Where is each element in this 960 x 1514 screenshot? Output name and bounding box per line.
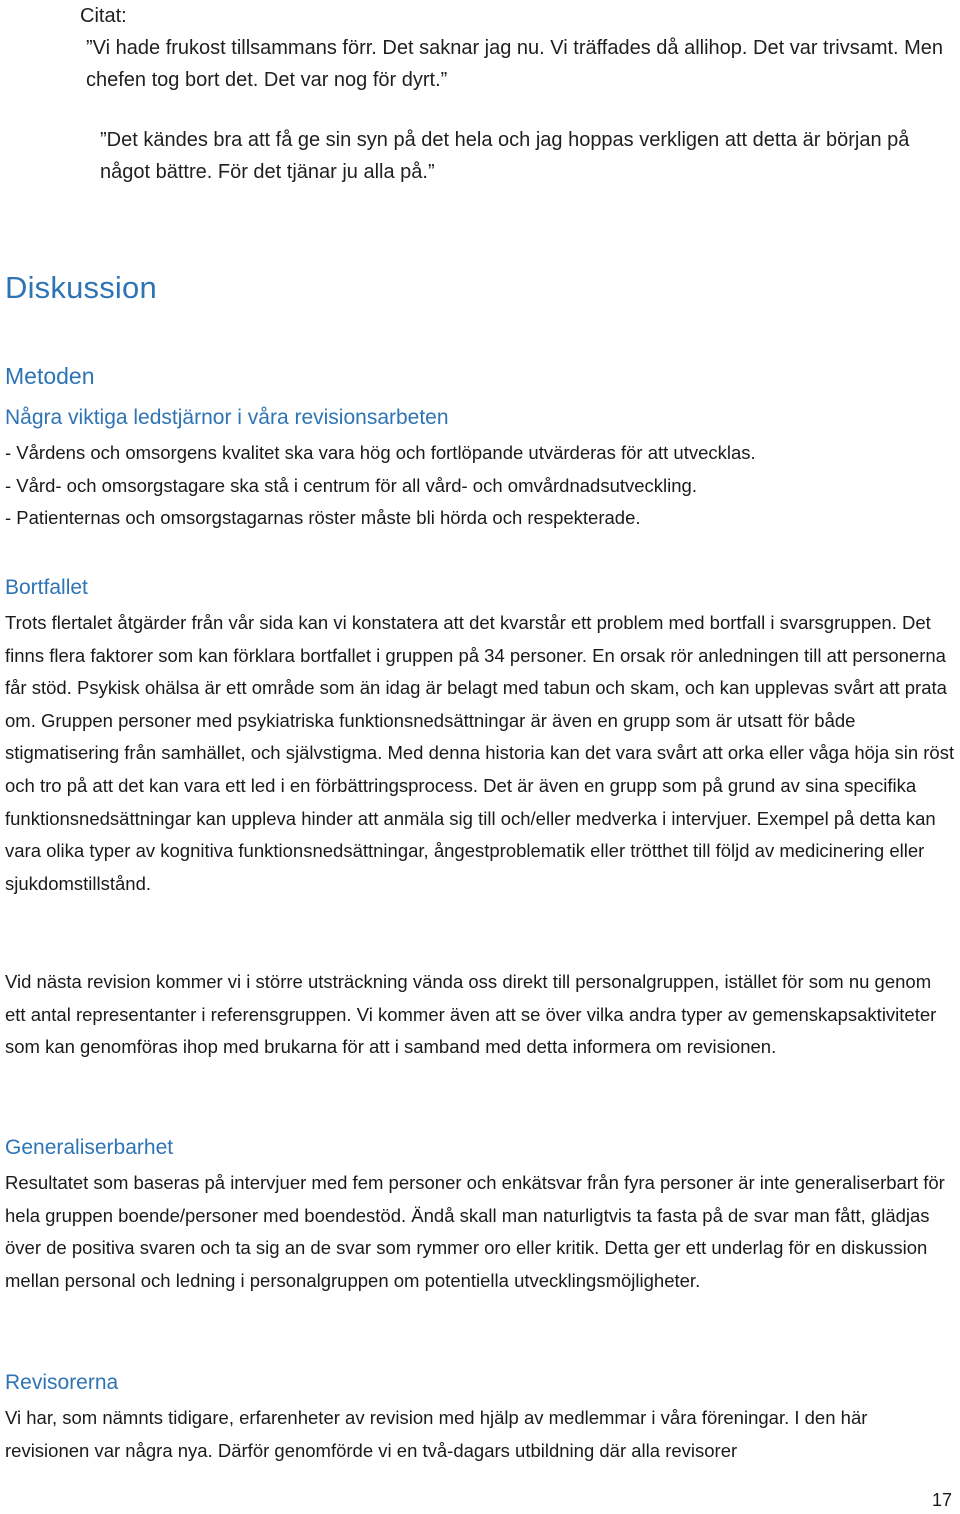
bortfallet-paragraph-1: Trots flertalet åtgärder från vår sida kan vi konstatera att det kvarstår ett problem med bortfall i svarsgruppen. Det finns flera faktorer som kan förklara bortfallet i gruppen på 34 personer. En orsak rör anledningen till att personerna får stöd. Psykisk ohälsa är ett område som än idag är belagt med tabun och skam, och kan upplevas svårt att prata om. Gruppen personer med psykiatriska funktionsnedsättningar är även en grupp som är utsatt för både stigmatisering från samhället, och självstigma. Med denna historia kan det vara svårt att orka eller våga höja sin röst och tro på att det kan vara ett led i en förbättringsprocess. Det är även en grupp som på grund av sina specifika funktionsnedsättningar kan uppleva hinder att anmäla sig till och/eller medverka i intervjuer. Exempel på detta kan vara olika typer av kognitiva funktionsnedsättningar, ångestproblematik eller trötthet till följd av medicinering eller sjukdomstillstånd. xyxy=(5,612,955,894)
generaliserbarhet-paragraph: Resultatet som baseras på intervjuer med fem personer och enkätsvar från fyra personer är inte generaliserbart för hela gruppen boende/personer med boendestöd. Ändå skall man naturligtvis ta fasta på de svar man fått, glädjas över de positiva svaren och ta sig an de svar som rymmer oro eller kritik. Detta ger ett underlag för en diskussion mellan personal och ledning i personalgruppen om potentiella utvecklingsmöjligheter. xyxy=(5,1172,945,1291)
heading-revisorerna: Revisorerna xyxy=(5,1371,119,1394)
page-number: 17 xyxy=(931,1490,952,1510)
revisorerna-paragraph: Vi har, som nämnts tidigare, erfarenheter av revision med hjälp av medlemmar i våra föreningar. I den här revisionen var några nya. Därför genomförde vi en två-dagars utbildning där alla revisorer xyxy=(5,1407,868,1461)
quote-block xyxy=(80,0,950,188)
heading-diskussion: Diskussion xyxy=(5,270,157,305)
heading-bortfallet: Bortfallet xyxy=(5,576,88,599)
heading-metoden: Metoden xyxy=(5,363,95,389)
list-item: - Patienternas och omsorgstagarnas röster måste bli hörda och respekterade. xyxy=(5,507,641,529)
heading-generaliserbarhet: Generaliserbarhet xyxy=(5,1136,174,1159)
quote-1: ”Vi hade frukost tillsammans förr. Det saknar jag nu. Vi träffades då allihop. Det var trivsamt. Men chefen tog bort det. Det var nog för dyrt.” xyxy=(86,37,944,91)
bortfallet-paragraph-2: Vid nästa revision kommer vi i större utsträckning vända oss direkt till personalgruppen, istället för som nu genom ett antal representanter i referensgruppen. Vi kommer även att se över vilka andra typer av gemenskapsaktiviteter som kan genomföras ihop med brukarna för att i samband med detta informera om revisionen. xyxy=(5,971,937,1058)
list-item: - Vård- och omsorgstagare ska stå i centrum för all vård- och omvårdnadsutveckling. xyxy=(5,474,697,496)
quote-label: Citat: xyxy=(80,5,127,27)
heading-ledstjarnor: Några viktiga ledstjärnor i våra revisionsarbeten xyxy=(5,406,449,429)
ledstjarnor-list xyxy=(5,437,955,535)
list-item: - Vårdens och omsorgens kvalitet ska vara hög och fortlöpande utvärderas för att utvecklas. xyxy=(5,442,756,463)
quote-2: ”Det kändes bra att få ge sin syn på det hela och jag hoppas verkligen att detta är början på något bättre. För det tjänar ju alla på.” xyxy=(100,129,910,183)
